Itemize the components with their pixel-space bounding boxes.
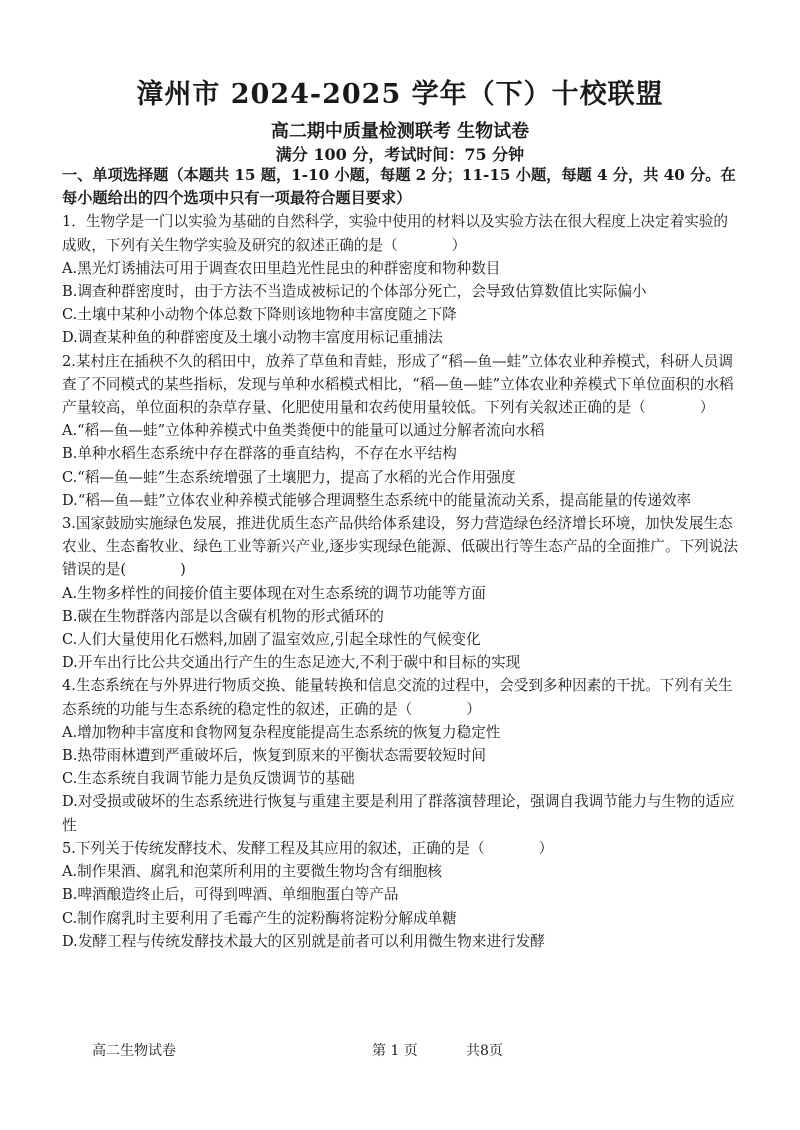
option-c: C.生态系统自我调节能力是负反馈调节的基础 bbox=[62, 770, 355, 788]
page-footer bbox=[0, 1040, 800, 1062]
question-stem: 5.下列关于传统发酵技术、发酵工程及其应用的叙述，正确的是（ ） bbox=[62, 839, 554, 857]
option-d: D.发酵工程与传统发酵技术最大的区别就是前者可以利用微生物来进行发酵 bbox=[62, 932, 545, 950]
exam-subtitle: 高二期中质量检测联考 生物试卷 bbox=[270, 121, 530, 142]
option-c: C.土壤中某种小动物个体总数下降则该地物种丰富度随之下降 bbox=[62, 306, 457, 324]
option-b: B.调查种群密度时，由于方法不当造成被标记的个体部分死亡，会导致估算数值比实际偏小 bbox=[62, 283, 647, 301]
option-c: C.“稻—鱼—蛙”生态系统增强了土壤肥力，提高了水稻的光合作用强度 bbox=[62, 468, 516, 486]
option-a: A.“稻—鱼—蛙”立体种养模式中鱼类粪便中的能量可以通过分解者流向水稻 bbox=[62, 422, 545, 440]
option-b: B.热带雨林遭到严重破坏后，恢复到原来的平衡状态需要较短时间 bbox=[62, 747, 486, 765]
footer-page-number: 第 1 页 bbox=[372, 1043, 418, 1059]
option-a: A.黑光灯诱捕法可用于调查农田里趋光性昆虫的种群密度和物种数目 bbox=[62, 259, 501, 277]
page-title: 漳州市 2024-2025 学年（下）十校联盟 bbox=[136, 79, 664, 110]
footer-subject: 高二生物试卷 bbox=[92, 1043, 176, 1059]
question-3 bbox=[62, 512, 742, 674]
question-stem: 4.生态系统在与外界进行物质交换、能量转换和信息交流的过程中，会受到多种因素的干扰。下列有关生态系统的功能与生态系统的稳定性的叙述，正确的是（ ） bbox=[62, 677, 733, 718]
option-c: C.人们大量使用化石燃料,加剧了温室效应,引起全球性的气候变化 bbox=[62, 631, 481, 649]
option-b: B.碳在生物群落内部是以含碳有机物的形式循环的 bbox=[62, 607, 384, 625]
option-d: D.“稻—鱼—蛙”立体农业种养模式能够合理调整生态系统中的能量流动关系，提高能量的传递效率 bbox=[62, 491, 692, 509]
exam-content bbox=[62, 164, 742, 953]
option-a: A.制作果酒、腐乳和泡菜所利用的主要微生物均含有细胞核 bbox=[62, 863, 443, 881]
question-stem: 3.国家鼓励实施绿色发展，推进优质生态产品供给体系建设，努力营造绿色经济增长环境，加快发展生态农业、生态畜牧业、绿色工业等新兴产业,逐步实现绿色能源、低碳出行等生态产品的全面推广。下列说法错误的是( ) bbox=[62, 515, 738, 579]
section-heading: 一、单项选择题（本题共 15 题，1-10 小题，每题 2 分；11-15 小题，每题 4 分，共 40 分。在每小题给出的四个选项中只有一项最符合题目要求） bbox=[62, 166, 736, 208]
option-a: A.增加物种丰富度和食物网复杂程度能提高生态系统的恢复力稳定性 bbox=[62, 723, 501, 741]
question-stem: 2.某村庄在插秧不久的稻田中，放养了草鱼和青蛙，形成了“稻—鱼—蛙”立体农业种养模式，科研人员调查了不同模式的某些指标，发现与单种水稻模式相比，“稻—鱼—蛙”立体农业种养模式下单位面积的水稻产量较高，单位面积的杂草存量、化肥使用量和农药使用量较低。下列有关叙述正确的是（ ） bbox=[62, 352, 734, 417]
question-5 bbox=[62, 837, 742, 953]
question-4 bbox=[62, 674, 742, 836]
exam-meta: 满分 100 分，考试时间：75 分钟 bbox=[275, 145, 525, 164]
option-d: D.调查某种鱼的种群密度及土壤小动物丰富度用标记重捕法 bbox=[62, 329, 443, 347]
option-b: B.单种水稻生态系统中存在群落的垂直结构，不存在水平结构 bbox=[62, 445, 457, 463]
option-a: A.生物多样性的间接价值主要体现在对生态系统的调节功能等方面 bbox=[62, 584, 486, 602]
footer-page-total: 共8页 bbox=[466, 1043, 503, 1059]
question-1 bbox=[62, 210, 742, 349]
option-d: D.对受损或破坏的生态系统进行恢复与重建主要是利用了群落演替理论，强调自我调节能力与生物的适应性 bbox=[62, 793, 735, 834]
question-stem: 1．生物学是一门以实验为基础的自然科学，实验中使用的材料以及实验方法在很大程度上决定着实验的成败，下列有关生物学实验及研究的叙述正确的是（ ） bbox=[62, 213, 729, 254]
option-b: B.啤酒酿造终止后，可得到啤酒、单细胞蛋白等产品 bbox=[62, 886, 399, 904]
option-d: D.开车出行比公共交通出行产生的生态足迹大,不利于碳中和目标的实现 bbox=[62, 654, 521, 672]
question-2 bbox=[62, 350, 742, 512]
option-c: C.制作腐乳时主要利用了毛霉产生的淀粉酶将淀粉分解成单糖 bbox=[62, 909, 457, 927]
